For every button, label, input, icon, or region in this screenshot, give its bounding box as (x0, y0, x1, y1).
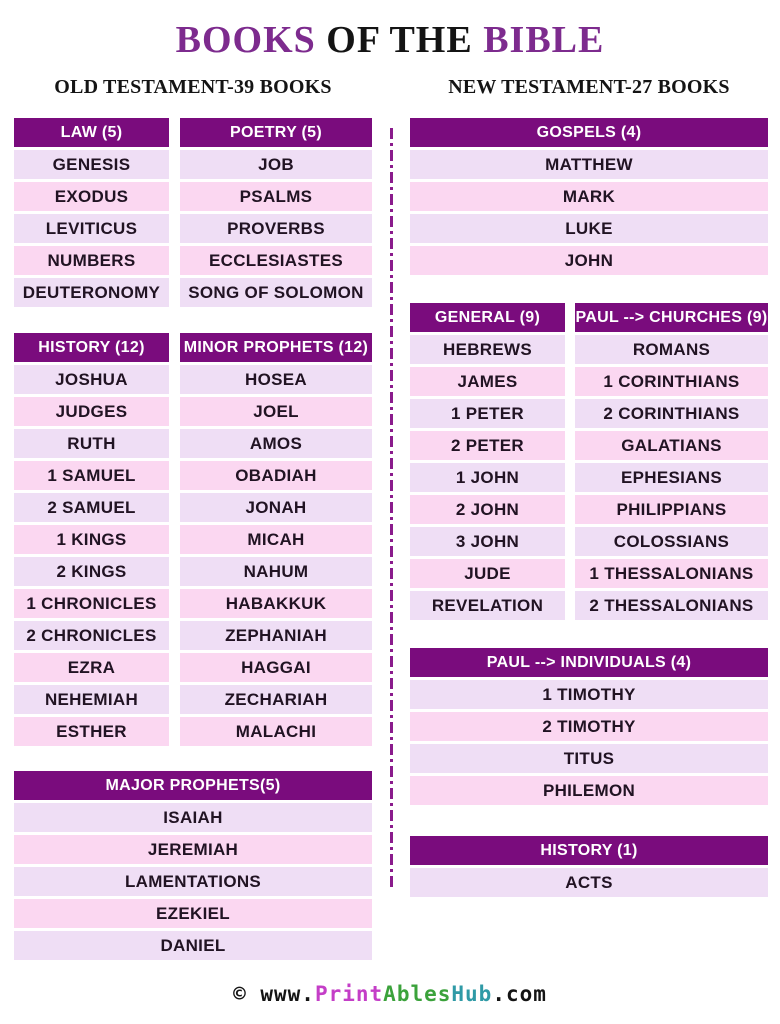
book-cell: 2 JOHN (410, 495, 565, 524)
book-cell: 1 CORINTHIANS (575, 367, 768, 396)
book-cell: HAGGAI (180, 653, 372, 682)
book-cell: PHILEMON (410, 776, 768, 805)
table-header-history-ot: HISTORY (12) (14, 333, 169, 362)
column-divider (390, 128, 393, 890)
book-cell: 3 JOHN (410, 527, 565, 556)
table-header-major-prophets: MAJOR PROPHETS(5) (14, 771, 372, 800)
table-general (410, 303, 565, 620)
table-major-prophets (14, 771, 372, 960)
book-cell: RUTH (14, 429, 169, 458)
table-body-gospels (410, 150, 768, 275)
book-cell: MALACHI (180, 717, 372, 746)
book-cell: ROMANS (575, 335, 768, 364)
footer-watermark (0, 982, 780, 1006)
table-header-poetry: POETRY (5) (180, 118, 372, 147)
book-cell: 2 SAMUEL (14, 493, 169, 522)
table-body-history-nt (410, 868, 768, 897)
table-minor-prophets (180, 333, 372, 746)
book-cell: JONAH (180, 493, 372, 522)
table-header-history-nt: HISTORY (1) (410, 836, 768, 865)
footer-brand-ables: Ables (383, 982, 452, 1006)
table-header-minor-prophets: MINOR PROPHETS (12) (180, 333, 372, 362)
book-cell: SONG OF SOLOMON (180, 278, 372, 307)
table-header-paul-churches: PAUL --> CHURCHES (9) (575, 303, 768, 332)
book-cell: LAMENTATIONS (14, 867, 372, 896)
title-word-bible: BIBLE (483, 19, 605, 61)
table-paul-churches (575, 303, 768, 620)
book-cell: LEVITICUS (14, 214, 169, 243)
book-cell: REVELATION (410, 591, 565, 620)
book-cell: JEREMIAH (14, 835, 372, 864)
new-testament-heading: NEW TESTAMENT-27 BOOKS (448, 76, 730, 98)
book-cell: 2 TIMOTHY (410, 712, 768, 741)
book-cell: EZRA (14, 653, 169, 682)
book-cell: JUDE (410, 559, 565, 588)
book-cell: DANIEL (14, 931, 372, 960)
book-cell: GENESIS (14, 150, 169, 179)
book-cell: HEBREWS (410, 335, 565, 364)
old-testament-heading: OLD TESTAMENT-39 BOOKS (54, 76, 332, 98)
book-cell: 1 CHRONICLES (14, 589, 169, 618)
book-cell: EPHESIANS (575, 463, 768, 492)
book-cell: ACTS (410, 868, 768, 897)
table-header-general: GENERAL (9) (410, 303, 565, 332)
table-header-paul-individuals: PAUL --> INDIVIDUALS (4) (410, 648, 768, 677)
book-cell: EXODUS (14, 182, 169, 211)
footer-url-prefix: www. (246, 982, 315, 1006)
table-body-minor-prophets (180, 365, 372, 746)
table-body-major-prophets (14, 803, 372, 960)
book-cell: JUDGES (14, 397, 169, 426)
book-cell: LUKE (410, 214, 768, 243)
general-paul-churches-row (410, 303, 768, 620)
book-cell: 1 TIMOTHY (410, 680, 768, 709)
book-cell: COLOSSIANS (575, 527, 768, 556)
table-paul-individuals (410, 648, 768, 805)
footer-brand-print: Print (314, 982, 384, 1006)
table-law (14, 118, 169, 307)
book-cell: 2 CHRONICLES (14, 621, 169, 650)
copyright-symbol: © (233, 982, 247, 1006)
book-cell: ESTHER (14, 717, 169, 746)
book-cell: JAMES (410, 367, 565, 396)
old-testament-column (14, 118, 372, 960)
book-cell: ISAIAH (14, 803, 372, 832)
new-testament-column (410, 118, 768, 897)
table-body-history-ot (14, 365, 169, 746)
book-cell: OBADIAH (180, 461, 372, 490)
table-header-law: LAW (5) (14, 118, 169, 147)
book-cell: MICAH (180, 525, 372, 554)
table-history-nt (410, 836, 768, 897)
table-body-general (410, 335, 565, 620)
table-body-poetry (180, 150, 372, 307)
book-cell: AMOS (180, 429, 372, 458)
footer-url-suffix: .com (492, 982, 547, 1006)
table-header-gospels: GOSPELS (4) (410, 118, 768, 147)
footer-brand-hub: Hub (451, 982, 493, 1006)
book-cell: 2 KINGS (14, 557, 169, 586)
book-cell: PROVERBS (180, 214, 372, 243)
table-body-paul-individuals (410, 680, 768, 805)
book-cell: HOSEA (180, 365, 372, 394)
law-poetry-row (14, 118, 372, 307)
book-cell: DEUTERONOMY (14, 278, 169, 307)
book-cell: JOB (180, 150, 372, 179)
book-cell: NUMBERS (14, 246, 169, 275)
book-cell: 2 PETER (410, 431, 565, 460)
book-cell: 2 THESSALONIANS (575, 591, 768, 620)
title-words-of-the: OF THE (315, 19, 484, 61)
title-word-books: BOOKS (175, 19, 316, 61)
history-minor-prophets-row (14, 333, 372, 746)
book-cell: 1 PETER (410, 399, 565, 428)
book-cell: ZECHARIAH (180, 685, 372, 714)
book-cell: GALATIANS (575, 431, 768, 460)
book-cell: MATTHEW (410, 150, 768, 179)
book-cell: NEHEMIAH (14, 685, 169, 714)
table-body-law (14, 150, 169, 307)
table-body-paul-churches (575, 335, 768, 620)
page-title (0, 18, 780, 62)
book-cell: JOEL (180, 397, 372, 426)
table-poetry (180, 118, 372, 307)
book-cell: 1 KINGS (14, 525, 169, 554)
book-cell: NAHUM (180, 557, 372, 586)
book-cell: HABAKKUK (180, 589, 372, 618)
book-cell: 1 THESSALONIANS (575, 559, 768, 588)
book-cell: ECCLESIASTES (180, 246, 372, 275)
book-cell: PHILIPPIANS (575, 495, 768, 524)
book-cell: EZEKIEL (14, 899, 372, 928)
book-cell: 1 SAMUEL (14, 461, 169, 490)
table-history-ot (14, 333, 169, 746)
book-cell: 1 JOHN (410, 463, 565, 492)
book-cell: JOSHUA (14, 365, 169, 394)
book-cell: 2 CORINTHIANS (575, 399, 768, 428)
table-gospels (410, 118, 768, 275)
book-cell: MARK (410, 182, 768, 211)
book-cell: ZEPHANIAH (180, 621, 372, 650)
book-cell: JOHN (410, 246, 768, 275)
book-cell: TITUS (410, 744, 768, 773)
book-cell: PSALMS (180, 182, 372, 211)
